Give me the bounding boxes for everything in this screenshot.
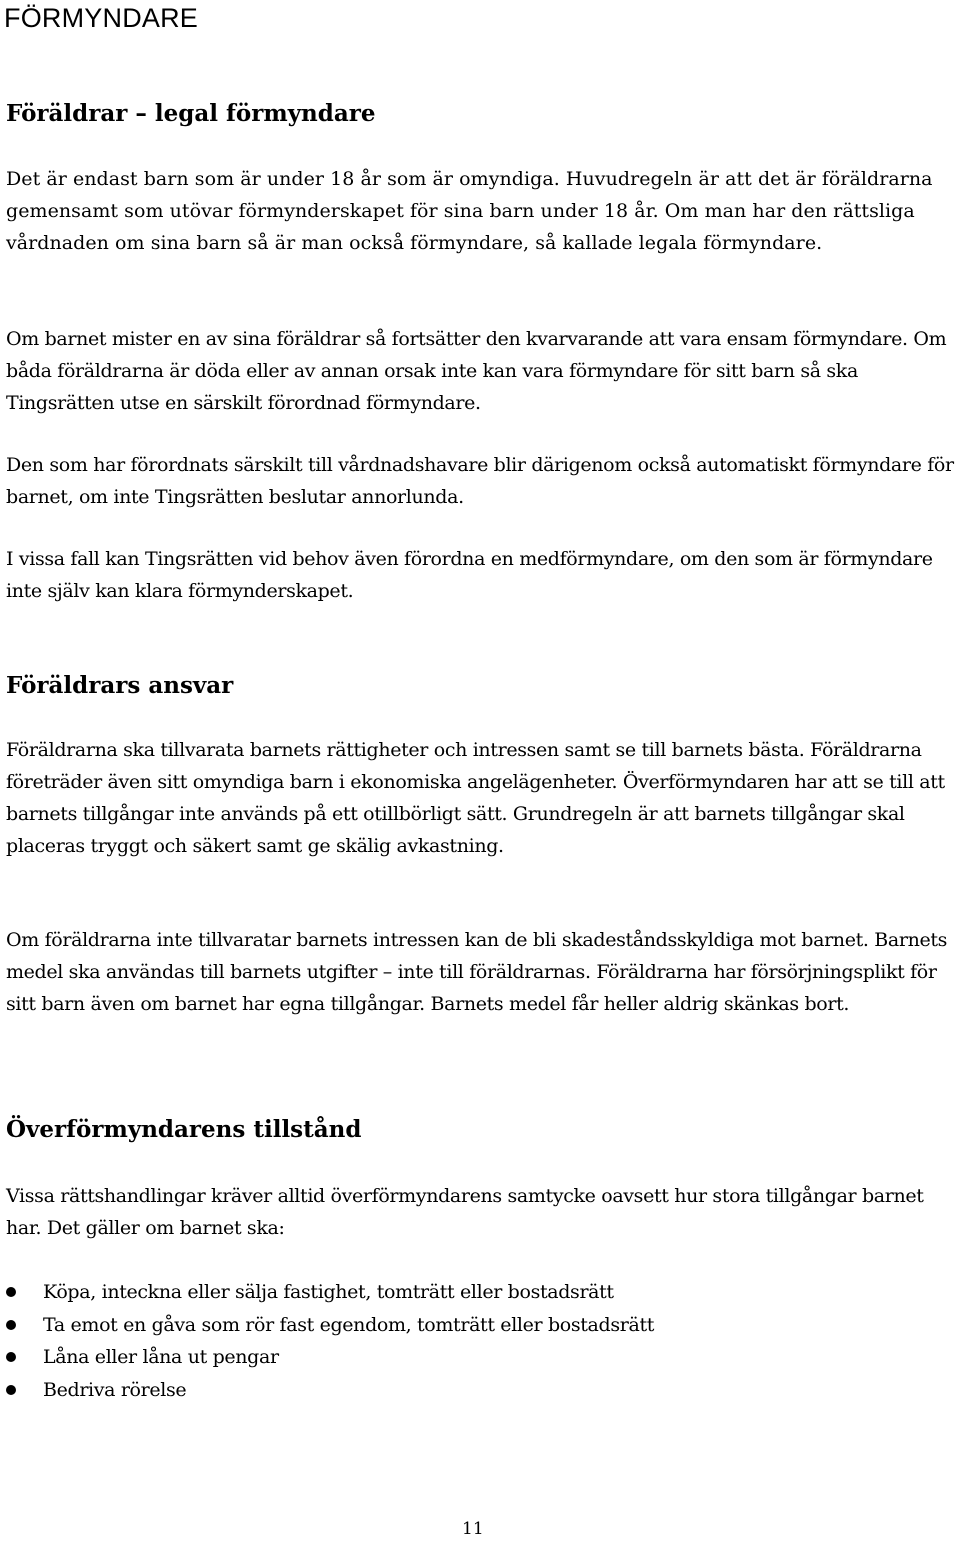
paragraph-sole-guardian: Om barnet mister en av sina föräldrar så fortsätter den kvarvarande att vara ensam förmyndare. Om båda föräldrarna är döda eller av annan orsak inte kan vara förmyndare för sitt barn så ska Tingsrätten utse en särskilt förordnad förmyndare. <box>6 328 947 414</box>
list-item <box>0 1374 960 1407</box>
paragraph-appointed-custodian: Den som har förordnats särskilt till vårdnadshavare blir därigenom också automatiskt förmyndare för barnet, om inte Tingsrätten beslutar annorlunda. <box>6 454 954 508</box>
consent-actions-list <box>0 1276 960 1406</box>
paragraph-child-rights: Föräldrarna ska tillvarata barnets rättigheter och intressen samt se till barnets bästa. Föräldrarna företräder även sitt omyndiga barn i ekonomiska angelägenheter. Överförmyndaren har att se till att barnets tillgångar inte används på ett otillbörligt sätt. Grundregeln är att barnets tillgångar skal placeras tryggt och säkert samt ge skälig avkastning. <box>6 739 945 857</box>
list-item <box>0 1309 960 1342</box>
list-item <box>0 1276 960 1309</box>
section-heading-legal-guardians: Föräldrar – legal förmyndare <box>6 100 376 127</box>
paragraph-minors-age: Det är endast barn som är under 18 år som är omyndiga. Huvudregeln är att det är föräldrarna gemensamt som utövar förmynderskapet för sina barn under 18 år. Om man har den rättsliga vårdnaden om sina barn så är man också förmyndare, så kallade legala förmyndare. <box>6 168 933 254</box>
section-heading-chief-guardian-consent: Överförmyndarens tillstånd <box>6 1116 362 1143</box>
list-item-text: Ta emot en gåva som rör fast egendom, tomträtt eller bostadsrätt <box>43 1313 655 1336</box>
paragraph-damages-liability: Om föräldrarna inte tillvaratar barnets intressen kan de bli skadeståndsskyldiga mot barnet. Barnets medel ska användas till barnets utgifter – inte till föräldrarnas. Föräldrarna har försörjningsplikt för sitt barn även om barnet har egna tillgångar. Barnets medel får heller aldrig skänkas bort. <box>6 929 948 1015</box>
bullet-icon <box>6 1352 16 1362</box>
bullet-icon <box>6 1287 16 1297</box>
paragraph-consent-required: Vissa rättshandlingar kräver alltid överförmyndarens samtycke oavsett hur stora tillgångar barnet har. Det gäller om barnet ska: <box>6 1185 924 1239</box>
section-heading-parental-responsibility: Föräldrars ansvar <box>6 672 234 699</box>
document-title: FÖRMYNDARE <box>4 3 199 33</box>
bullet-icon <box>6 1320 16 1330</box>
list-item-text: Köpa, inteckna eller sälja fastighet, tomträtt eller bostadsrätt <box>43 1281 614 1303</box>
paragraph-co-guardian: I vissa fall kan Tingsrätten vid behov även förordna en medförmyndare, om den som är förmyndare inte själv kan klara förmynderskapet. <box>6 548 933 602</box>
list-item-text: Låna eller låna ut pengar <box>43 1346 279 1368</box>
list-item-text: Bedriva rörelse <box>43 1378 187 1401</box>
bullet-icon <box>6 1385 16 1395</box>
page-number: 11 <box>462 1519 484 1539</box>
list-item <box>0 1341 960 1374</box>
